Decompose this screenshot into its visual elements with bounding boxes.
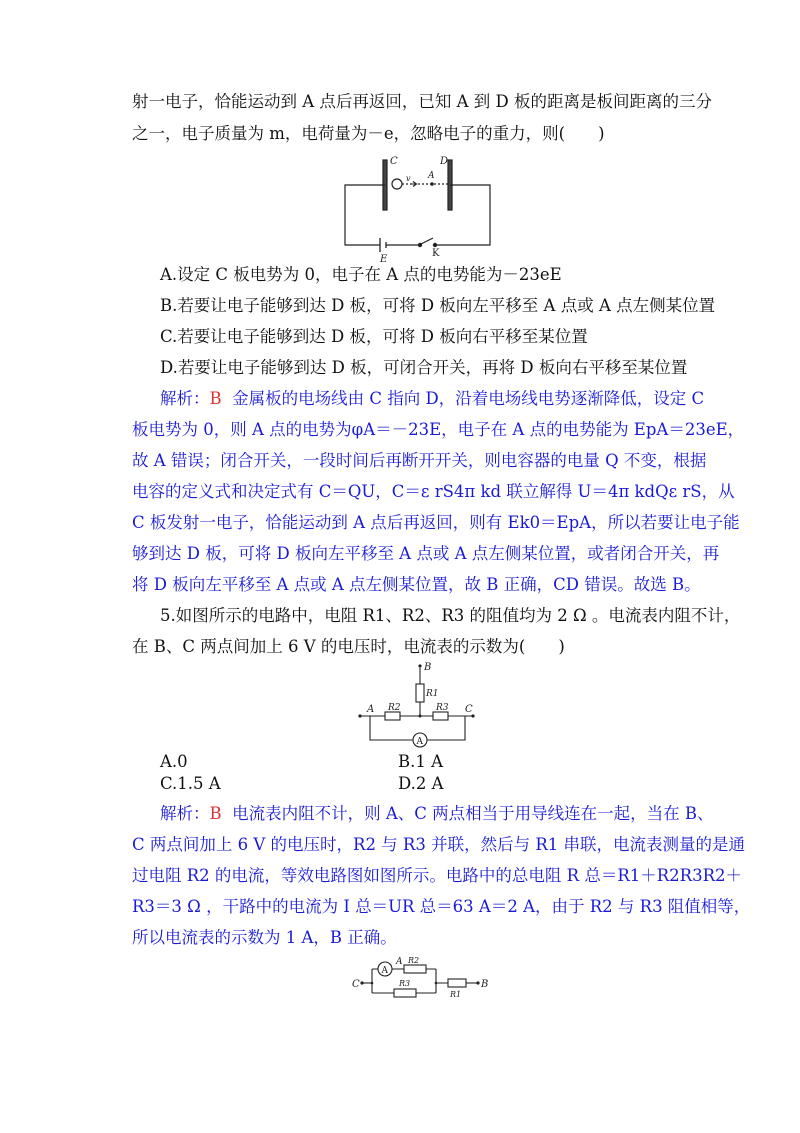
q4-analysis-line-5: C 板发射一电子，恰能运动到 A 点后再返回，则有 Ek0＝EpA，所以若要让电子能 [132,513,740,532]
q5-stem-line-2: 在 B、C 两点间加上 6 V 的电压时，电流表的示数为( ) [132,637,565,656]
label-d: D [440,156,449,167]
label-r1: R1 [426,689,439,699]
q4-capacitor-circuit-figure [340,150,500,265]
analysis-answer: B [209,804,222,823]
equiv-ammeter-label: A [381,966,388,976]
q5-option-c: C.1.5 A [160,774,221,793]
q5-equivalent-circuit-figure [352,955,492,1000]
equiv-label-a: A [396,957,403,967]
ammeter-label: A [416,737,423,747]
resistor-r1 [416,684,424,702]
q5-analysis-line-4: R3＝3 Ω ，干路中的电流为 I 总＝UR 总＝63 A＝2 A，由于 R2 与 R3 阻值相等， [132,897,751,916]
equiv-label-c: C [352,979,360,990]
q4-analysis-line-3: 故 A 错误；闭合开关，一段时间后再断开开关，则电容器的电量 Q 不变，根据 [132,451,707,470]
q5-analysis-line-3: 过电阻 R2 的电流，等效电路图如图所示。电路中的总电阻 R 总＝R1＋R2R3R2＋ [132,866,743,885]
q4-analysis-line-1 [160,387,720,411]
electron-source [392,179,402,189]
label-c: C [465,704,473,715]
q4-stem-line-1: 射一电子，恰能运动到 A 点后再返回，已知 A 到 D 板的距离是板间距离的三分 [132,92,713,111]
resistor-r3 [433,712,448,720]
point-a [430,182,434,186]
equiv-label-r3: R3 [399,979,411,988]
q5-option-d: D.2 A [398,774,444,793]
analysis-text: 金属板的电场线由 C 指向 D，沿着电场线电势逐渐降低，设定 C [232,389,705,408]
equiv-resistor-r2 [404,965,426,973]
q4-option-c: C.若要让电子能够到达 D 板，可将 D 板向右平移至某位置 [160,327,588,346]
q4-option-b: B.若要让电子能够到达 D 板，可将 D 板向左平移至 A 点或 A 点左侧某位置 [160,296,716,315]
analysis-answer: B [209,389,222,408]
equiv-resistor-r1 [448,979,466,987]
equiv-label-r1: R1 [450,990,462,999]
analysis-label: 解析： [160,804,210,823]
analysis-text: 电流表内阻不计，则 A、C 两点相当于用导线连在一起，当在 B、 [232,804,714,823]
label-b: B [424,662,432,673]
q5-option-a: A.0 [160,752,188,771]
analysis-label: 解析： [160,389,210,408]
q5-analysis-line-2: C 两点间加上 6 V 的电压时，R2 与 R3 并联，然后与 R1 串联，电流表测量的是通 [132,835,746,854]
q4-stem-line-2: 之一，电子质量为 m，电荷量为－e，忽略电子的重力，则( ) [132,124,605,143]
label-r2: R2 [388,703,401,713]
label-a: A [367,704,375,715]
label-a: A [428,171,435,181]
label-k: K [432,248,440,259]
q4-analysis-line-4: 电容的定义式和决定式有 C＝QU，C＝ε rS4π kd 联立解得 U＝4π kdQε rS，从 [132,482,735,501]
q5-analysis-line-5: 所以电流表的示数为 1 A，B 正确。 [132,928,397,947]
label-v: v [406,174,411,183]
equiv-resistor-r3 [394,989,416,997]
equiv-label-r2: R2 [408,956,420,965]
q5-option-b: B.1 A [398,752,444,771]
label-e: E [380,254,388,265]
q5-stem-line-1: 5.如图所示的电路中，电阻 R1、R2、R3 的阻值均为 2 Ω 。电流表内阻不计， [160,606,741,625]
q4-analysis-line-6: 够到达 D 板，可将 D 板向左平移至 A 点或 A 点左侧某位置，或者闭合开关，再 [132,544,720,563]
equiv-label-b: B [481,979,489,990]
q4-option-a: A.设定 C 板电势为 0，电子在 A 点的电势能为－23eE [160,265,562,284]
q5-circuit-figure [355,660,485,750]
q4-analysis-line-2: 板电势为 0，则 A 点的电势为φA＝－23E，电子在 A 点的电势能为 EpA＝23eE， [132,420,745,439]
q5-analysis-line-1 [160,802,720,826]
q4-option-d: D.若要让电子能够到达 D 板，可闭合开关，再将 D 板向右平移至某位置 [160,358,688,377]
label-c: C [390,156,398,167]
label-r3: R3 [436,703,449,713]
q4-analysis-line-7: 将 D 板向左平移至 A 点或 A 点左侧某位置，故 B 正确，CD 错误。故选 B。 [132,575,701,594]
resistor-r2 [385,712,400,720]
